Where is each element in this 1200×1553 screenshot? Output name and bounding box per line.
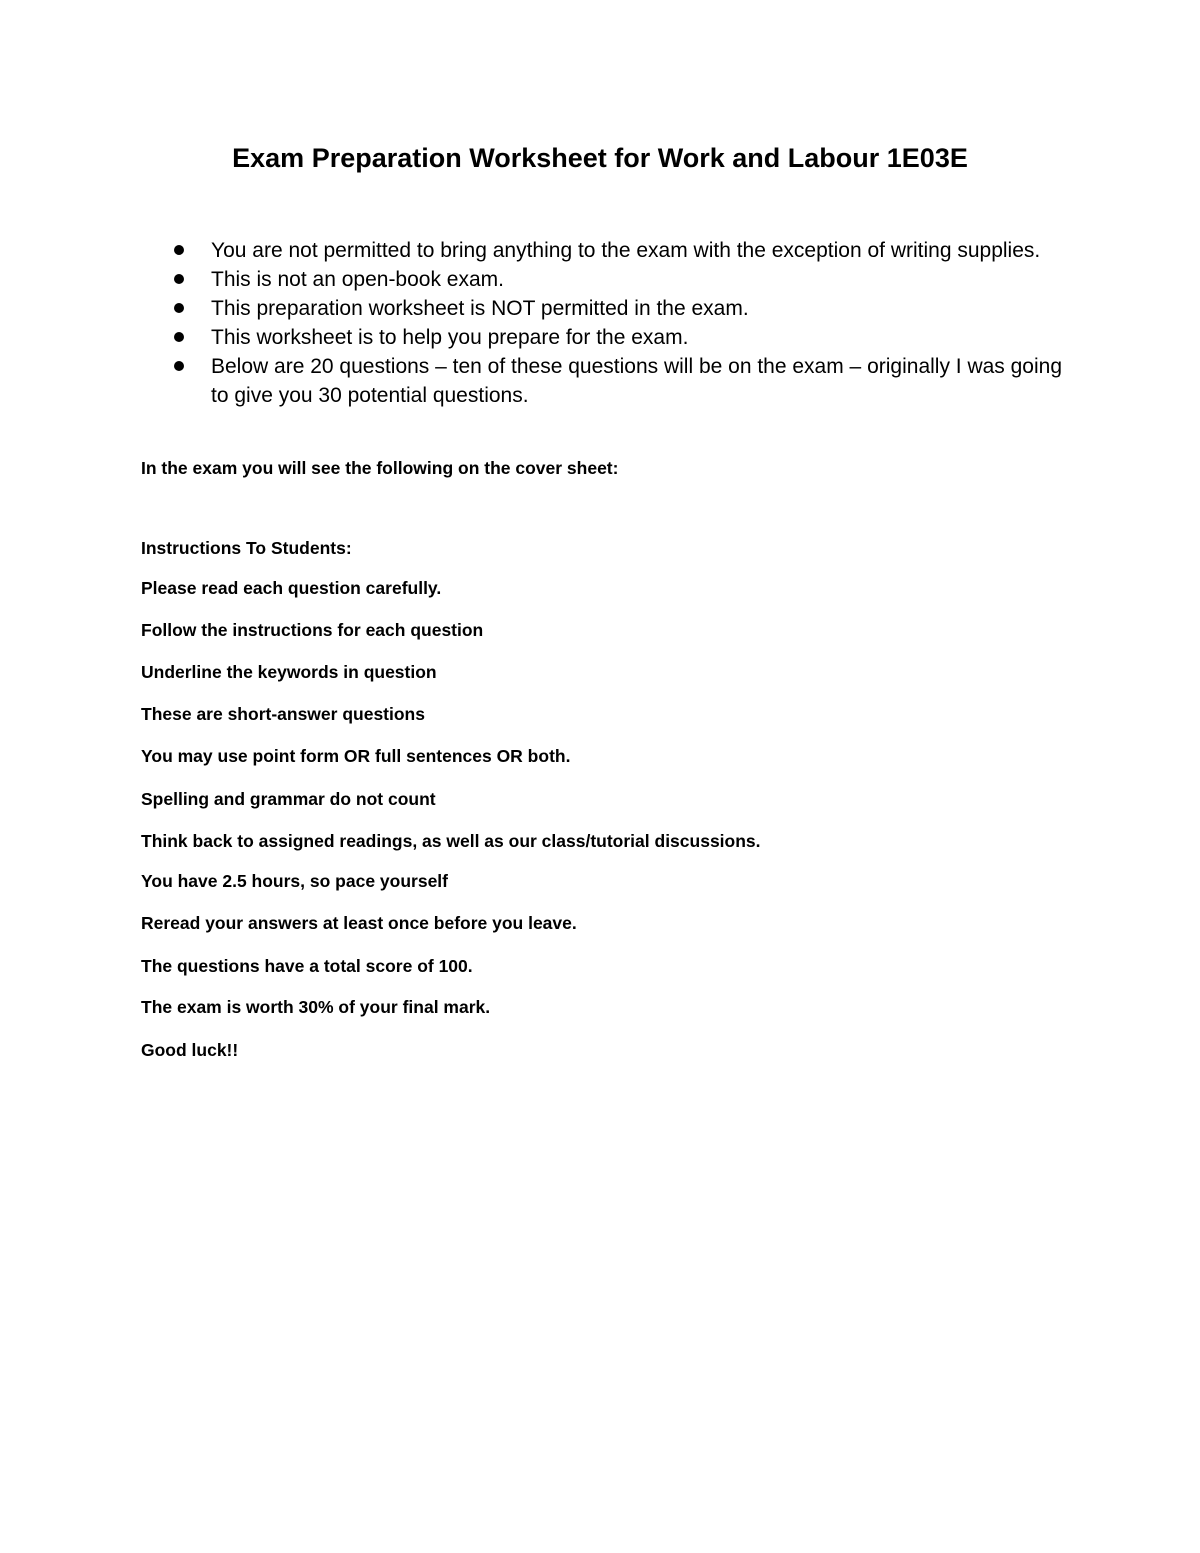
instruction-line: Good luck!! [141, 1040, 239, 1060]
rule-item [172, 265, 1062, 294]
rule-text: This worksheet is to help you prepare for the exam. [211, 326, 689, 349]
rule-item [172, 294, 1062, 323]
cover-sheet-intro: In the exam you will see the following on the cover sheet: [141, 458, 619, 478]
bullet-icon [174, 361, 184, 371]
rule-item [172, 352, 1062, 410]
rule-item [172, 236, 1062, 265]
rule-text: This is not an open-book exam. [211, 268, 504, 291]
instruction-line: Please read each question carefully. [141, 578, 442, 598]
bullet-icon [174, 245, 184, 255]
bullet-icon [174, 303, 184, 313]
rule-text: Below are 20 questions – ten of these questions will be on the exam – originally I was going to give you 30 potential questions. [211, 355, 1063, 407]
rule-text: This preparation worksheet is NOT permitted in the exam. [211, 297, 749, 320]
instruction-line: These are short-answer questions [141, 704, 425, 724]
bullet-icon [174, 274, 184, 284]
instruction-line: Reread your answers at least once before you leave. [141, 913, 577, 933]
instruction-line: You have 2.5 hours, so pace yourself [141, 871, 449, 891]
instructions-heading: Instructions To Students: [141, 538, 352, 558]
instruction-line: The questions have a total score of 100. [141, 956, 473, 976]
instruction-line: You may use point form OR full sentences OR both. [141, 746, 571, 766]
rule-item [172, 323, 1062, 352]
rule-text: You are not permitted to bring anything to the exam with the exception of writing supplies. [211, 239, 1041, 262]
instruction-line: Underline the keywords in question [141, 662, 437, 682]
bullet-icon [174, 332, 184, 342]
instruction-line: Follow the instructions for each question [141, 620, 484, 640]
instruction-line: Spelling and grammar do not count [141, 789, 436, 809]
exam-rules-list [172, 236, 1062, 410]
document-title: Exam Preparation Worksheet for Work and Labour 1E03E [232, 143, 968, 173]
instruction-line: The exam is worth 30% of your final mark. [141, 997, 491, 1017]
instruction-line: Think back to assigned readings, as well as our class/tutorial discussions. [141, 831, 761, 851]
